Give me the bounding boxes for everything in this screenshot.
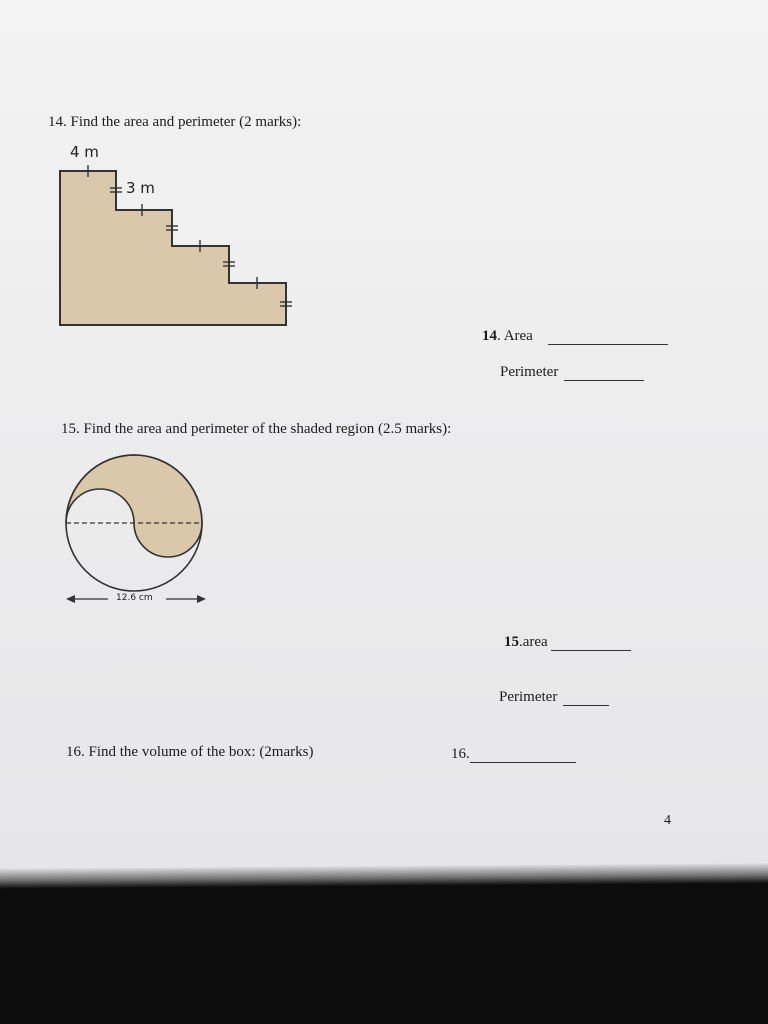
q14-prompt: 14. Find the area and perimeter (2 marks): xyxy=(48,114,302,130)
q15-arrowhead-right xyxy=(197,595,206,603)
q15-diameter-label: 12.6 cm xyxy=(116,593,153,603)
q15-arrowhead-left xyxy=(66,595,75,603)
q15-perimeter-answer-line[interactable] xyxy=(563,705,609,706)
q14-answer-perimeter-label: Perimeter xyxy=(500,364,559,380)
paper-edge-shadow xyxy=(0,863,768,888)
q15-answer-area-label: 15.area xyxy=(504,634,548,650)
q14-step-length-label: 3 m xyxy=(126,179,155,197)
q15-answer-perimeter-label: Perimeter xyxy=(499,689,558,705)
q15-shaded-region xyxy=(66,455,202,557)
q16-answer-label: 16. xyxy=(451,746,470,762)
q15-area-answer-line[interactable] xyxy=(551,650,631,651)
q14-top-length-label: 4 m xyxy=(70,143,99,161)
q16-prompt: 16. Find the volume of the box: (2marks) xyxy=(66,744,314,760)
q15-prompt: 15. Find the area and perimeter of the shaded region (2.5 marks): xyxy=(61,421,452,437)
q14-answer-area-label: 14. Area xyxy=(482,328,533,344)
q16-answer-line[interactable] xyxy=(470,762,576,763)
page-number: 4 xyxy=(664,813,671,828)
